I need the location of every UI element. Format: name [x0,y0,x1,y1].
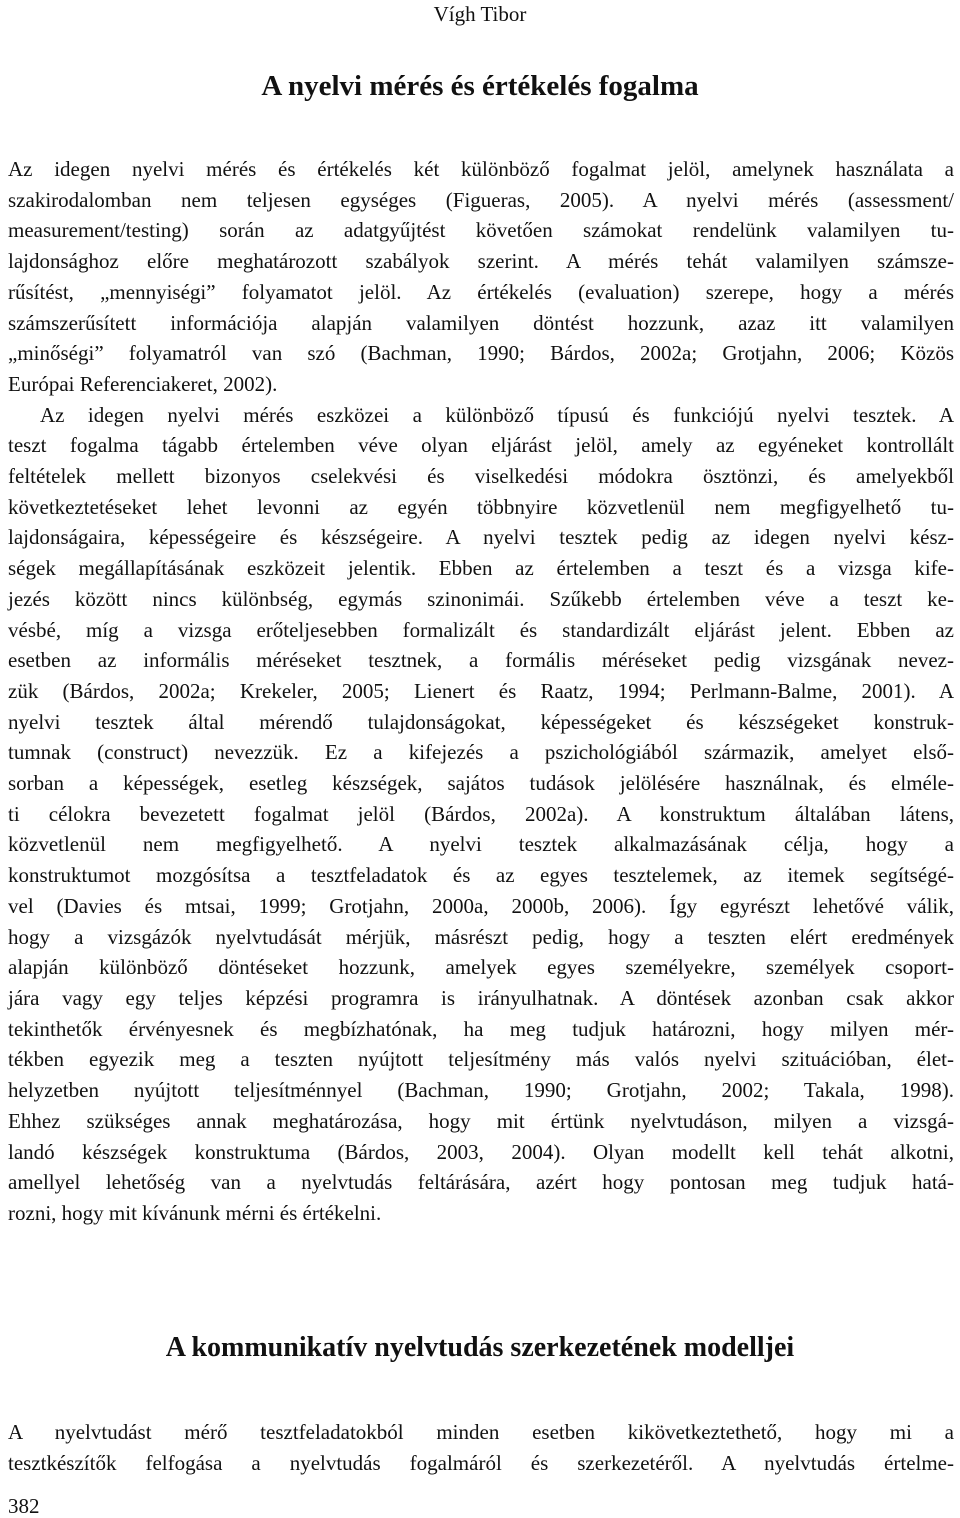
text-line: measurement/testing) során az adatgyűjtést követően számokat rendelünk valamilyen tu- [8,218,954,243]
text-line: tesztkészítők felfogása a nyelvtudás fogalmáról és szerkezetéről. A nyelvtudás értelme- [8,1450,954,1475]
section-title: A nyelvi mérés és értékelés fogalma [261,70,699,102]
text-line: szakirodalomban nem teljesen egységes (Figueras, 2005). A nyelvi mérés (assessment/ [8,187,954,212]
text-line: konstruktumot mozgósítsa a tesztfeladatok és az egyes tesztelemek, az itemek segítségé- [8,863,954,888]
text-line: jezés között nincs különbség, egymás szinonimái. Szűkebb értelemben véve a teszt ke- [8,586,954,611]
text-line: ti célokra bevezetett fogalmat jelöl (Bárdos, 2002a). A konstruktum általában látens, [8,801,954,826]
page-number: 382 [8,1494,40,1518]
text-line: teszt fogalma tágabb értelemben véve olyan eljárást jelöl, amely az egyéneket kontrollált [8,433,954,458]
text-line: esetben az informális méréseket tesztnek, a formális méréseket pedig vizsgának nevez- [8,648,954,673]
text-line: landó készségek konstruktuma (Bárdos, 2003, 2004). Olyan modellt kell tehát alkotni, [8,1139,954,1164]
text-line: lajdonságaira, képességeire és készségeire. A nyelvi tesztek pedig az idegen nyelvi kész- [8,525,954,550]
section-body-2 [8,1417,954,1478]
text-line: vésbé, míg a vizsga erőteljesebben formalizált és standardizált eljárást jelent. Ebben az [8,617,954,642]
text-line: Az idegen nyelvi mérés és értékelés két különböző fogalmat jelöl, amelynek használata a [8,157,954,181]
text-line: zük (Bárdos, 2002a; Krekeler, 2005; Lienert és Raatz, 1994; Perlmann-Balme, 2001). A [8,678,954,703]
text-line: Az idegen nyelvi mérés eszközei a különböző típusú és funkciójú nyelvi tesztek. A [40,402,954,427]
text-line: helyzetben nyújtott teljesítménnyel (Bachman, 1990; Grotjahn, 2002; Takala, 1998). [8,1078,954,1103]
text-line: A nyelvtudást mérő tesztfeladatokból minden esetben kikövetkeztethető, hogy mi a [8,1420,954,1444]
running-head-author: Vígh Tibor [433,2,527,26]
text-line: jára vagy egy teljes képzési programra is irányulhatnak. A döntések azonban csak akkor [8,985,954,1010]
text-line: következtetéseket lehet levonni az egyén többnyire közvetlenül nem megfigyelhető tu- [8,494,954,519]
text-line: Ehhez szükséges annak meghatározása, hogy mit értünk nyelvtudáson, milyen a vizsgá- [8,1108,954,1133]
text-line: feltételek mellett bizonyos cselekvési és viselkedési módokra ösztönzi, és amelyekből [8,464,954,489]
text-line: nyelvi tesztek által mérendő tulajdonságokat, képességeket és készségeket konstruk- [8,709,954,734]
text-line: „minőségi” folyamatról van szó (Bachman, 1990; Bárdos, 2002a; Grotjahn, 2006; Közös [8,341,954,366]
text-line: közvetlenül nem megfigyelhető. A nyelvi tesztek alkalmazásának célja, hogy a [8,832,954,857]
text-line: számszerűsített információja alapján valamilyen döntést hozzunk, azaz itt valamilyen [8,310,954,335]
text-line: alapján különböző döntéseket hozzunk, amelyek egyes személyekre, személyek csoport- [8,955,954,980]
text-line: hogy a vizsgázók nyelvtudását mérjük, másrészt pedig, hogy a teszten elért eredmények [8,924,954,949]
text-line: rűsítést, „mennyiségi” folyamatot jelöl. Az értékelés (evaluation) szerepe, hogy a mérés [8,279,954,304]
section-body [8,154,954,1229]
text-line: sorban a képességek, esetleg készségek, sajátos tudások jelölésére használnak, és elméle- [8,771,954,796]
text-line: ségek megállapításának eszközeit jelentik. Ebben az értelemben a teszt és a vizsga kife- [8,556,954,581]
text-line: tumnak (construct) nevezzük. Ez a kifejezés a pszichológiából származik, amelyet első- [8,740,954,765]
text-line: Európai Referenciakeret, 2002). [8,371,278,396]
text-line: tékben egyezik meg a teszten nyújtott teljesítmény más valós nyelvi szituációban, élet- [8,1047,954,1072]
text-line: lajdonsághoz előre meghatározott szabályok szerint. A mérés tehát valamilyen számsze- [8,249,954,274]
text-line: rozni, hogy mit kívánunk mérni és értékelni. [8,1200,382,1225]
text-line: tekinthetők érvényesnek és megbízhatónak, ha meg tudjuk határozni, hogy milyen mér- [8,1016,954,1041]
text-line: amellyel lehetőség van a nyelvtudás feltárására, azért hogy pontosan meg tudjuk hatá- [8,1170,954,1195]
text-line: vel (Davies és mtsai, 1999; Grotjahn, 2000a, 2000b, 2006). Így egyrészt lehetővé válik, [8,893,954,918]
section-title-2: A kommunikatív nyelvtudás szerkezetének modelljei [165,1332,795,1363]
